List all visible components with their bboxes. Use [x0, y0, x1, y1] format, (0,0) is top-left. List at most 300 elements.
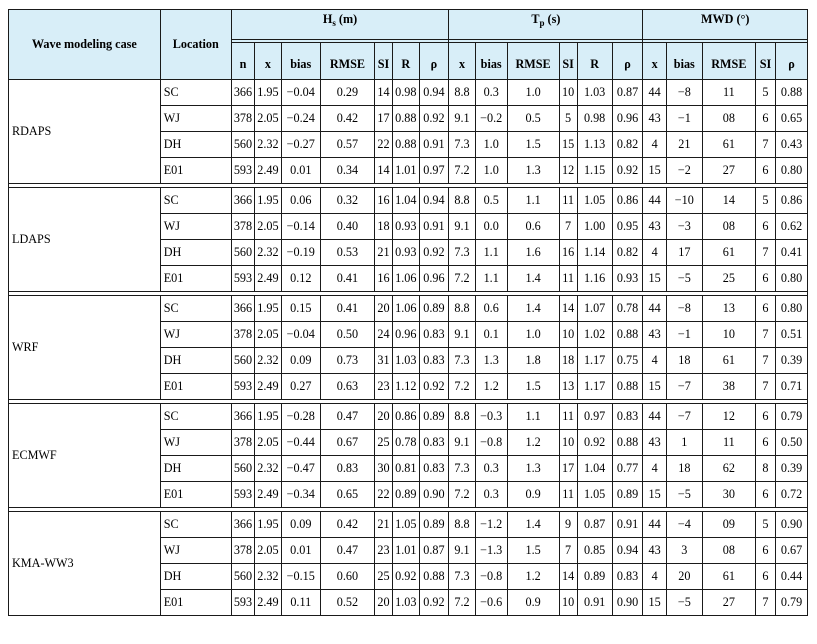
hs-column-header: SI: [375, 43, 393, 80]
value-cell: 0.32: [320, 188, 374, 214]
value-cell: 0.97: [419, 158, 449, 184]
value-cell: 0.39: [776, 348, 808, 374]
value-cell: 15: [643, 482, 666, 508]
value-cell: 8.8: [449, 296, 476, 322]
location-cell: DH: [160, 240, 231, 266]
value-cell: 378: [231, 106, 254, 132]
value-cell: 0.09: [281, 348, 320, 374]
value-cell: 0.91: [577, 590, 612, 616]
value-cell: 0.98: [393, 80, 420, 106]
value-cell: 9.1: [449, 538, 476, 564]
value-cell: 1.05: [577, 188, 612, 214]
location-cell: WJ: [160, 322, 231, 348]
value-cell: 25: [375, 430, 393, 456]
value-cell: 0.86: [612, 188, 643, 214]
value-cell: 43: [643, 538, 666, 564]
tp-unit: (s): [544, 12, 561, 26]
value-cell: 13: [702, 296, 755, 322]
value-cell: 7.2: [449, 590, 476, 616]
value-cell: 7.3: [449, 132, 476, 158]
value-cell: 21: [666, 132, 702, 158]
tp-column-header: RMSE: [507, 43, 559, 80]
value-cell: 1.1: [475, 266, 507, 292]
value-cell: 1.01: [393, 538, 420, 564]
header-tp: [449, 10, 643, 40]
value-cell: 0.92: [577, 430, 612, 456]
value-cell: 20: [375, 296, 393, 322]
value-cell: 7: [755, 322, 775, 348]
value-cell: 1.1: [475, 240, 507, 266]
value-cell: 09: [702, 512, 755, 538]
value-cell: 1.95: [255, 80, 282, 106]
value-cell: 1.0: [475, 132, 507, 158]
value-cell: 21: [375, 240, 393, 266]
value-cell: 0.41: [320, 266, 374, 292]
value-cell: 560: [231, 564, 254, 590]
value-cell: 0.3: [475, 80, 507, 106]
value-cell: 0.94: [612, 538, 643, 564]
hs-column-header: RMSE: [320, 43, 374, 80]
value-cell: 1.14: [577, 240, 612, 266]
value-cell: 20: [375, 590, 393, 616]
value-cell: 0.78: [393, 430, 420, 456]
value-cell: 0.83: [612, 564, 643, 590]
value-cell: 0.0: [475, 214, 507, 240]
location-cell: DH: [160, 348, 231, 374]
value-cell: 1.06: [393, 296, 420, 322]
value-cell: 27: [702, 158, 755, 184]
value-cell: 0.71: [776, 374, 808, 400]
table-body: [9, 80, 808, 616]
value-cell: 0.42: [320, 512, 374, 538]
value-cell: 0.80: [776, 266, 808, 292]
value-cell: −0.3: [475, 404, 507, 430]
tp-column-header: R: [577, 43, 612, 80]
value-cell: 0.47: [320, 404, 374, 430]
value-cell: 61: [702, 348, 755, 374]
value-cell: −1.2: [475, 512, 507, 538]
hs-column-header: bias: [281, 43, 320, 80]
value-cell: 38: [702, 374, 755, 400]
header-mwd: MWD (°): [643, 10, 808, 40]
value-cell: 0.6: [507, 214, 559, 240]
value-cell: 0.9: [507, 590, 559, 616]
validation-table: [8, 9, 808, 616]
value-cell: 9.1: [449, 322, 476, 348]
value-cell: 0.94: [419, 188, 449, 214]
value-cell: 0.92: [419, 106, 449, 132]
value-cell: 10: [559, 322, 577, 348]
value-cell: 0.89: [419, 512, 449, 538]
value-cell: 1.03: [577, 80, 612, 106]
value-cell: 0.52: [320, 590, 374, 616]
value-cell: 0.3: [475, 482, 507, 508]
value-cell: 11: [702, 430, 755, 456]
value-cell: 366: [231, 404, 254, 430]
value-cell: 9.1: [449, 430, 476, 456]
case-cell: KMA-WW3: [9, 512, 161, 616]
value-cell: 0.50: [320, 322, 374, 348]
value-cell: −0.19: [281, 240, 320, 266]
value-cell: −0.47: [281, 456, 320, 482]
value-cell: 1.17: [577, 374, 612, 400]
value-cell: 0.82: [612, 240, 643, 266]
table-row: [9, 512, 808, 538]
value-cell: 1.15: [577, 158, 612, 184]
location-cell: WJ: [160, 106, 231, 132]
value-cell: −7: [666, 374, 702, 400]
value-cell: 15: [643, 590, 666, 616]
value-cell: 1.04: [393, 188, 420, 214]
value-cell: 0.94: [419, 80, 449, 106]
value-cell: −0.44: [281, 430, 320, 456]
value-cell: 0.77: [612, 456, 643, 482]
value-cell: 0.6: [475, 296, 507, 322]
value-cell: 593: [231, 482, 254, 508]
value-cell: 366: [231, 296, 254, 322]
header-hs: [231, 10, 448, 40]
tp-column-header: bias: [475, 43, 507, 80]
value-cell: 0.06: [281, 188, 320, 214]
value-cell: 0.83: [612, 404, 643, 430]
location-cell: SC: [160, 80, 231, 106]
location-cell: DH: [160, 132, 231, 158]
value-cell: 0.80: [776, 296, 808, 322]
value-cell: 0.89: [612, 482, 643, 508]
value-cell: 0.67: [776, 538, 808, 564]
value-cell: 0.91: [612, 512, 643, 538]
value-cell: 8.8: [449, 188, 476, 214]
table-row: [9, 80, 808, 106]
value-cell: 0.57: [320, 132, 374, 158]
header-case: Wave modeling case: [9, 10, 161, 80]
location-cell: SC: [160, 188, 231, 214]
value-cell: −10: [666, 188, 702, 214]
value-cell: 1.5: [507, 538, 559, 564]
location-cell: SC: [160, 296, 231, 322]
value-cell: 6: [755, 564, 775, 590]
value-cell: 0.82: [612, 132, 643, 158]
value-cell: 0.93: [612, 266, 643, 292]
value-cell: 0.12: [281, 266, 320, 292]
value-cell: 0.81: [393, 456, 420, 482]
value-cell: 1.06: [393, 266, 420, 292]
value-cell: −0.28: [281, 404, 320, 430]
value-cell: 2.32: [255, 456, 282, 482]
value-cell: 593: [231, 158, 254, 184]
value-cell: 4: [643, 348, 666, 374]
table-header: [9, 10, 808, 80]
value-cell: 44: [643, 296, 666, 322]
value-cell: 560: [231, 240, 254, 266]
value-cell: 15: [643, 374, 666, 400]
header-location: Location: [160, 10, 231, 80]
value-cell: 0.90: [612, 590, 643, 616]
value-cell: 0.83: [419, 456, 449, 482]
value-cell: 2.05: [255, 214, 282, 240]
value-cell: 6: [755, 214, 775, 240]
value-cell: 0.88: [419, 564, 449, 590]
value-cell: 43: [643, 106, 666, 132]
value-cell: 378: [231, 214, 254, 240]
hs-column-header: n: [231, 43, 254, 80]
value-cell: 0.80: [776, 158, 808, 184]
value-cell: 1.05: [393, 512, 420, 538]
value-cell: 6: [755, 106, 775, 132]
value-cell: 61: [702, 240, 755, 266]
value-cell: 43: [643, 430, 666, 456]
value-cell: 1.03: [393, 590, 420, 616]
table-row: [9, 188, 808, 214]
value-cell: 7: [559, 214, 577, 240]
value-cell: 20: [666, 564, 702, 590]
value-cell: 0.53: [320, 240, 374, 266]
value-cell: 1.16: [577, 266, 612, 292]
location-cell: SC: [160, 512, 231, 538]
value-cell: 11: [559, 482, 577, 508]
value-cell: 0.88: [393, 106, 420, 132]
location-cell: E01: [160, 158, 231, 184]
value-cell: 6: [755, 266, 775, 292]
value-cell: 3: [666, 538, 702, 564]
hs-column-header: R: [393, 43, 420, 80]
value-cell: 23: [375, 538, 393, 564]
tp-subscript: p: [539, 18, 545, 28]
value-cell: 593: [231, 590, 254, 616]
hs-column-header: ρ: [419, 43, 449, 80]
value-cell: 1.4: [507, 512, 559, 538]
value-cell: −0.14: [281, 214, 320, 240]
value-cell: 16: [375, 188, 393, 214]
value-cell: 61: [702, 132, 755, 158]
value-cell: 44: [643, 512, 666, 538]
value-cell: 5: [559, 106, 577, 132]
value-cell: 0.1: [475, 322, 507, 348]
value-cell: 2.49: [255, 482, 282, 508]
value-cell: 30: [375, 456, 393, 482]
value-cell: 1.02: [577, 322, 612, 348]
value-cell: 08: [702, 106, 755, 132]
value-cell: 14: [375, 158, 393, 184]
tp-column-header: x: [449, 43, 476, 80]
value-cell: 1.12: [393, 374, 420, 400]
value-cell: 8.8: [449, 80, 476, 106]
value-cell: 20: [375, 404, 393, 430]
value-cell: 1.13: [577, 132, 612, 158]
value-cell: 1.0: [507, 80, 559, 106]
value-cell: 1.4: [507, 296, 559, 322]
value-cell: 1.2: [507, 564, 559, 590]
value-cell: 1.03: [393, 348, 420, 374]
mwd-column-header: SI: [755, 43, 775, 80]
value-cell: −8: [666, 296, 702, 322]
value-cell: 8: [755, 456, 775, 482]
value-cell: 0.83: [419, 348, 449, 374]
value-cell: −0.8: [475, 430, 507, 456]
value-cell: 0.88: [393, 132, 420, 158]
value-cell: 12: [559, 158, 577, 184]
value-cell: 0.65: [320, 482, 374, 508]
value-cell: 44: [643, 188, 666, 214]
value-cell: 378: [231, 538, 254, 564]
value-cell: 0.51: [776, 322, 808, 348]
value-cell: 0.87: [577, 512, 612, 538]
value-cell: 1: [666, 430, 702, 456]
value-cell: 2.49: [255, 590, 282, 616]
value-cell: 10: [559, 590, 577, 616]
value-cell: 0.89: [419, 404, 449, 430]
value-cell: 62: [702, 456, 755, 482]
value-cell: −0.8: [475, 564, 507, 590]
value-cell: 7: [755, 590, 775, 616]
value-cell: 8.8: [449, 512, 476, 538]
value-cell: 4: [643, 564, 666, 590]
value-cell: −4: [666, 512, 702, 538]
value-cell: 0.75: [612, 348, 643, 374]
value-cell: 7: [755, 240, 775, 266]
value-cell: −0.2: [475, 106, 507, 132]
value-cell: 7: [755, 348, 775, 374]
value-cell: 4: [643, 456, 666, 482]
value-cell: 14: [702, 188, 755, 214]
value-cell: 7.2: [449, 482, 476, 508]
value-cell: 2.32: [255, 132, 282, 158]
hs-symbol: H: [322, 12, 333, 26]
value-cell: 44: [643, 80, 666, 106]
value-cell: 1.3: [475, 348, 507, 374]
value-cell: −8: [666, 80, 702, 106]
value-cell: 16: [375, 266, 393, 292]
value-cell: 0.29: [320, 80, 374, 106]
value-cell: −5: [666, 482, 702, 508]
value-cell: 0.92: [612, 158, 643, 184]
value-cell: 44: [643, 404, 666, 430]
case-cell: RDAPS: [9, 80, 161, 184]
value-cell: 11: [702, 80, 755, 106]
value-cell: 6: [755, 404, 775, 430]
value-cell: 0.5: [475, 188, 507, 214]
value-cell: 378: [231, 430, 254, 456]
value-cell: 1.1: [507, 404, 559, 430]
value-cell: 0.89: [419, 296, 449, 322]
value-cell: 7: [755, 374, 775, 400]
value-cell: 10: [559, 430, 577, 456]
value-cell: 0.83: [419, 322, 449, 348]
table-row: [9, 296, 808, 322]
hs-subscript: s: [332, 18, 336, 28]
value-cell: 13: [559, 374, 577, 400]
value-cell: 1.5: [507, 132, 559, 158]
value-cell: 7: [559, 538, 577, 564]
value-cell: 0.90: [419, 482, 449, 508]
value-cell: 593: [231, 374, 254, 400]
value-cell: 0.92: [419, 240, 449, 266]
value-cell: 6: [755, 296, 775, 322]
value-cell: 0.73: [320, 348, 374, 374]
value-cell: 1.3: [507, 456, 559, 482]
location-cell: E01: [160, 266, 231, 292]
value-cell: 0.01: [281, 538, 320, 564]
value-cell: 10: [702, 322, 755, 348]
value-cell: 0.62: [776, 214, 808, 240]
value-cell: 0.88: [612, 322, 643, 348]
value-cell: 6: [755, 430, 775, 456]
value-cell: 1.05: [577, 482, 612, 508]
mwd-column-header: ρ: [776, 43, 808, 80]
location-cell: WJ: [160, 214, 231, 240]
value-cell: 0.98: [577, 106, 612, 132]
location-cell: DH: [160, 564, 231, 590]
value-cell: 18: [375, 214, 393, 240]
value-cell: 4: [643, 132, 666, 158]
value-cell: 0.87: [612, 80, 643, 106]
value-cell: 0.27: [281, 374, 320, 400]
value-cell: 1.01: [393, 158, 420, 184]
value-cell: 0.83: [320, 456, 374, 482]
value-cell: 7.3: [449, 564, 476, 590]
value-cell: 0.83: [419, 430, 449, 456]
location-cell: DH: [160, 456, 231, 482]
value-cell: 0.5: [507, 106, 559, 132]
value-cell: 0.42: [320, 106, 374, 132]
location-cell: E01: [160, 482, 231, 508]
value-cell: 0.92: [393, 564, 420, 590]
value-cell: 7.3: [449, 348, 476, 374]
value-cell: −0.34: [281, 482, 320, 508]
value-cell: 0.85: [577, 538, 612, 564]
value-cell: −7: [666, 404, 702, 430]
tp-symbol: T: [531, 12, 540, 26]
value-cell: 31: [375, 348, 393, 374]
value-cell: 27: [702, 590, 755, 616]
value-cell: 0.89: [577, 564, 612, 590]
value-cell: 18: [559, 348, 577, 374]
value-cell: 43: [643, 214, 666, 240]
value-cell: 5: [755, 512, 775, 538]
value-cell: 0.09: [281, 512, 320, 538]
value-cell: 24: [375, 322, 393, 348]
value-cell: −0.04: [281, 80, 320, 106]
value-cell: 0.60: [320, 564, 374, 590]
value-cell: 21: [375, 512, 393, 538]
value-cell: 14: [375, 80, 393, 106]
value-cell: 7.3: [449, 240, 476, 266]
value-cell: 2.05: [255, 430, 282, 456]
value-cell: 1.0: [475, 158, 507, 184]
value-cell: 0.67: [320, 430, 374, 456]
value-cell: −5: [666, 590, 702, 616]
value-cell: 1.5: [507, 374, 559, 400]
value-cell: 366: [231, 512, 254, 538]
value-cell: 61: [702, 564, 755, 590]
value-cell: 0.47: [320, 538, 374, 564]
value-cell: 7.2: [449, 158, 476, 184]
mwd-column-header: bias: [666, 43, 702, 80]
value-cell: 0.86: [393, 404, 420, 430]
value-cell: 1.17: [577, 348, 612, 374]
value-cell: 1.2: [475, 374, 507, 400]
value-cell: 0.34: [320, 158, 374, 184]
value-cell: 0.01: [281, 158, 320, 184]
value-cell: 0.41: [776, 240, 808, 266]
value-cell: 1.07: [577, 296, 612, 322]
value-cell: 0.65: [776, 106, 808, 132]
value-cell: 1.95: [255, 404, 282, 430]
value-cell: 560: [231, 456, 254, 482]
value-cell: 1.2: [507, 430, 559, 456]
value-cell: 23: [375, 374, 393, 400]
value-cell: 0.89: [393, 482, 420, 508]
